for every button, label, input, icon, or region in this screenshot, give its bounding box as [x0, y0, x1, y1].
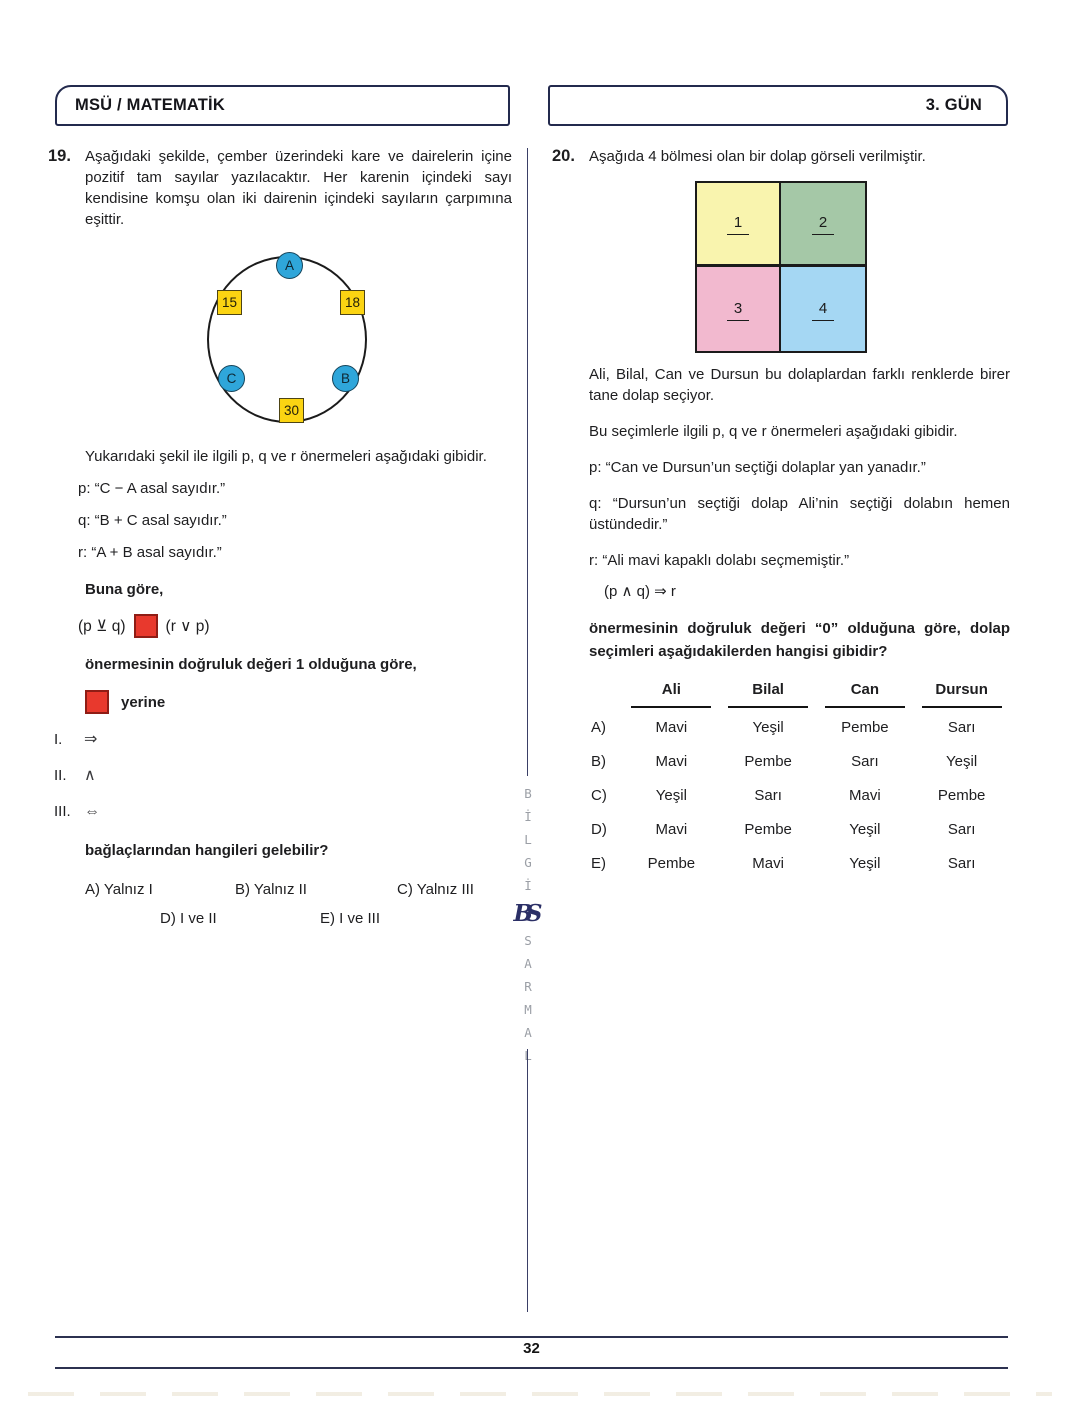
brand-letter: A: [524, 956, 532, 971]
option-row-d: [589, 812, 1010, 846]
node-c: C: [218, 365, 245, 392]
header-day-box: [548, 85, 1008, 126]
table-cell: Yeşil: [655, 786, 687, 804]
brand-letter: İ: [524, 878, 532, 893]
cabinet-diagram: [695, 181, 867, 353]
node-a: A: [276, 252, 303, 279]
table-cell: Pembe: [841, 718, 889, 736]
node-b: B: [332, 365, 359, 392]
table-cell: Yeşil: [946, 752, 978, 770]
q20-statement-q: q: “Dursun’un seçtiği dolap Ali’nin seçtiği dolabın hemen üstündedir.”: [589, 495, 1010, 533]
footer-rule-bottom: [55, 1367, 1008, 1369]
table-cell: Yeşil: [849, 854, 881, 872]
header-subject-box: [55, 85, 510, 126]
roman-numeral: III.: [54, 803, 71, 820]
bilgi-sarmal-logo-icon: BS: [513, 900, 536, 927]
table-cell: Sarı: [947, 718, 976, 736]
blank-connective-box: [85, 690, 109, 714]
table-header-row: [589, 679, 1010, 708]
column-dursun: Dursun: [913, 679, 1010, 708]
day-title: 3. GÜN: [925, 96, 982, 114]
q20-formula: (p ∧ q) ⇒ r: [604, 583, 676, 600]
q19-formula-left: (p ⊻ q): [78, 617, 126, 635]
option-label: E): [591, 854, 606, 872]
q19-statement-q: q: “B + C asal sayıdır.”: [78, 512, 227, 529]
question-20: [552, 146, 1010, 880]
q19-statement-p: p: “C − A asal sayıdır.”: [78, 480, 226, 497]
q19-question: bağlaçlarından hangileri gelebilir?: [85, 842, 329, 859]
option-e: E) I ve III: [320, 910, 381, 927]
q19-item-1: [54, 729, 512, 750]
column-bilal: Bilal: [720, 679, 817, 708]
q19-formula: [78, 614, 512, 638]
table-cell: Pembe: [744, 820, 792, 838]
option-d: D) I ve II: [160, 910, 217, 927]
cabinet-cell-1: [697, 183, 781, 267]
option-row-b: [589, 744, 1010, 778]
option-row-c: [589, 778, 1010, 812]
brand-letter: B: [524, 786, 532, 801]
square-15: 15: [217, 290, 242, 315]
q19-item-3: [54, 801, 512, 822]
table-cell: Mavi: [655, 820, 688, 838]
q20-number: 20.: [552, 147, 575, 165]
option-c: C) Yalnız III: [397, 881, 474, 898]
q19-options-row2: [85, 908, 512, 929]
table-cell: Pembe: [937, 786, 986, 804]
cabinet-cell-2: [781, 183, 865, 267]
q20-options-table: [589, 679, 1010, 880]
q20-intro: Aşağıda 4 bölmesi olan bir dolap görseli verilmiştir.: [589, 148, 926, 165]
brand-letter: G: [524, 855, 532, 870]
table-cell: Yeşil: [752, 718, 784, 736]
column-ali: Ali: [623, 679, 720, 708]
question-19: [48, 146, 512, 929]
column-divider-bottom: [527, 1049, 528, 1312]
brand-letter: S: [524, 933, 532, 948]
roman-numeral: II.: [54, 767, 67, 784]
cabinet-cell-2-label: 2: [812, 212, 834, 235]
table-cell: Mavi: [655, 718, 688, 736]
and-symbol: ∧: [84, 767, 96, 784]
q20-statement-r: r: “Ali mavi kapaklı dolabı seçmemiştir.”: [589, 552, 850, 569]
cabinet-cell-3-label: 3: [727, 298, 749, 321]
implies-symbol: ⇒: [84, 731, 98, 748]
q19-number: 19.: [48, 147, 71, 165]
table-cell: Mavi: [849, 786, 881, 804]
subject-title: MSÜ / MATEMATİK: [75, 96, 225, 114]
option-label: D): [591, 820, 607, 838]
table-cell: Yeşil: [849, 820, 881, 838]
roman-numeral: I.: [54, 731, 63, 748]
cabinet-cell-4: [781, 267, 865, 351]
option-row-a: [589, 710, 1010, 744]
table-cell: Mavi: [655, 752, 688, 770]
brand-letter: L: [524, 832, 532, 847]
circle-diagram: [185, 246, 395, 432]
brand-letter: İ: [524, 809, 532, 824]
q19-statement-r: r: “A + B asal sayıdır.”: [78, 544, 222, 561]
option-a: A) Yalnız I: [85, 881, 153, 898]
table-cell: Sarı: [947, 854, 976, 872]
footer-rule-top: [55, 1336, 1008, 1338]
table-cell: Mavi: [752, 854, 784, 872]
table-cell: Sarı: [754, 786, 782, 804]
square-18: 18: [340, 290, 365, 315]
q19-item-2: [54, 765, 512, 786]
brand-letter: R: [524, 979, 532, 994]
q19-lead: Yukarıdaki şekil ile ilgili p, q ve r önermeleri aşağıdaki gibidir.: [85, 448, 487, 465]
q19-header: [48, 146, 512, 230]
brand-letter: A: [524, 1025, 532, 1040]
q19-formula-right: (r ∨ p): [165, 617, 210, 635]
bilgi-sarmal-brand: [513, 782, 540, 1067]
option-label: C): [591, 786, 607, 804]
iff-symbol: ⇔: [84, 803, 100, 820]
square-30: 30: [279, 398, 304, 423]
blank-connective-box: [134, 614, 158, 638]
table-cell: Sarı: [851, 752, 879, 770]
option-b: B) Yalnız II: [235, 881, 307, 898]
q19-options-row1: [85, 879, 512, 900]
q19-condition: önermesinin doğruluk değeri 1 olduğuna göre,: [85, 656, 417, 673]
cabinet-cell-4-label: 4: [812, 298, 834, 321]
q19-yerine-row: [85, 690, 512, 714]
brand-letter: L: [524, 1048, 532, 1063]
cabinet-cell-3: [697, 267, 781, 351]
q19-buna-gore: Buna göre,: [85, 581, 164, 598]
table-cell: Sarı: [947, 820, 976, 838]
page-number: 32: [523, 1340, 540, 1357]
table-cell: Pembe: [647, 854, 696, 872]
brand-letter: M: [524, 1002, 532, 1017]
column-divider-top: [527, 148, 528, 776]
q19-yerine-label: yerine: [121, 693, 166, 711]
page-edge-artifact: [28, 1392, 1052, 1396]
table-cell: Pembe: [744, 752, 792, 770]
q19-intro: Aşağıdaki şekilde, çember üzerindeki kare ve dairelerin içine pozitif tam sayılar yazılacaktır. Her karenin içindeki sayı kendisine komşu olan iki dairenin içindeki sayıların çarpımına eşittir.: [85, 148, 512, 228]
q20-lead: Bu seçimlerle ilgili p, q ve r önermeleri aşağıdaki gibidir.: [589, 423, 958, 440]
column-can: Can: [817, 679, 914, 708]
option-row-e: [589, 846, 1010, 880]
option-label: B): [591, 752, 606, 770]
q20-question: önermesinin doğruluk değeri “0” olduğuna göre, dolap seçimleri aşağıdakilerden hangisi gibidir?: [589, 620, 1010, 660]
q20-statement-p: p: “Can ve Dursun’un seçtiği dolaplar yan yanadır.”: [589, 459, 926, 476]
cabinet-cell-1-label: 1: [727, 212, 749, 235]
q20-header: [552, 146, 1010, 167]
option-label: A): [591, 718, 606, 736]
q20-paragraph-1: Ali, Bilal, Can ve Dursun bu dolaplardan farklı renklerde birer tane dolap seçiyor.: [589, 366, 1010, 404]
